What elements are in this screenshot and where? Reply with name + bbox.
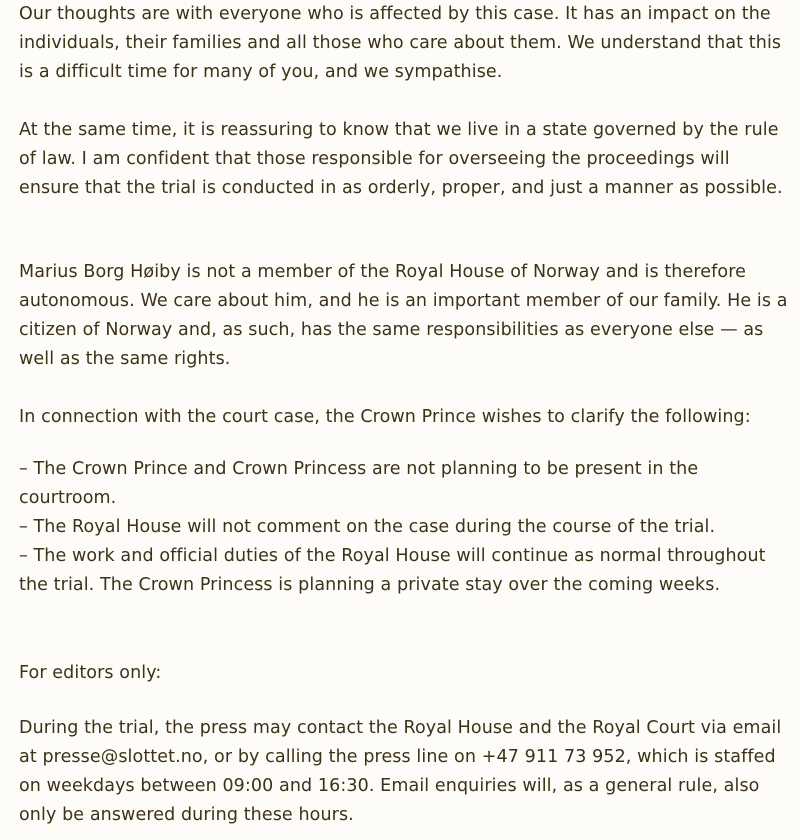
list-item-no-comment: – The Royal House will not comment on the case during the course of the trial. [19,517,716,537]
list-item-courtroom: – The Crown Prince and Crown Princess are not planning to be present in the courtroom. [19,459,699,508]
paragraph-sympathy: Our thoughts are with everyone who is affected by this case. It has an impact on the individuals, their families and all those who care about them. We understand that this is a difficult time for many of you, and we sympathise. [19,4,782,82]
paragraph-rule-of-law: At the same time, it is reassuring to know that we live in a state governed by the rule of law. I am confident that those responsible for overseeing the proceedings will ensure that the trial is conducted in as orderly, proper, and just a manner as possible. [19,120,783,198]
editors-heading: For editors only: [19,663,162,683]
paragraph-marius: Marius Borg Høiby is not a member of the Royal House of Norway and is therefore autonomous. We care about him, and he is an important member of our family. He is a citizen of Norway and, as such, has the same responsibilities as everyone else — as well as the same rights. [19,262,788,369]
list-item-duties: – The work and official duties of the Royal House will continue as normal throughout the trial. The Crown Princess is planning a private stay over the coming weeks. [19,546,766,595]
clarification-list [19,455,794,600]
paragraph-clarify: In connection with the court case, the Crown Prince wishes to clarify the following: [19,407,751,427]
editors-paragraph: During the trial, the press may contact the Royal House and the Royal Court via email at presse@slottet.no, or by calling the press line on +47 911 73 952, which is staffed on weekdays between 09:00 and 16:30. Email enquiries will, as a general rule, also only be answered during these hours. [19,718,782,825]
